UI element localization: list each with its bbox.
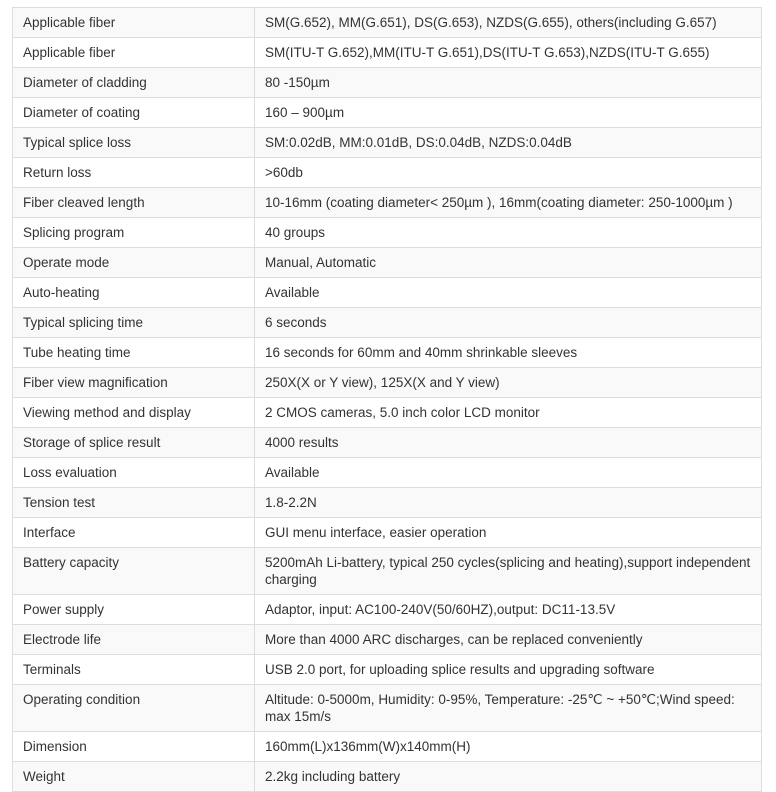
spec-label: Power supply xyxy=(13,595,255,625)
spec-label: Tension test xyxy=(13,488,255,518)
table-row xyxy=(13,488,762,518)
table-row xyxy=(13,68,762,98)
table-row xyxy=(13,732,762,762)
spec-value: 6 seconds xyxy=(255,308,762,338)
spec-label: Fiber view magnification xyxy=(13,368,255,398)
spec-label: Operating condition xyxy=(13,685,255,732)
spec-label: Splicing program xyxy=(13,218,255,248)
spec-label: Viewing method and display xyxy=(13,398,255,428)
spec-value: Available xyxy=(255,458,762,488)
table-row xyxy=(13,428,762,458)
table-row xyxy=(13,518,762,548)
spec-value: SM:0.02dB, MM:0.01dB, DS:0.04dB, NZDS:0.04dB xyxy=(255,128,762,158)
table-row xyxy=(13,158,762,188)
table-row xyxy=(13,338,762,368)
table-row xyxy=(13,188,762,218)
table-row xyxy=(13,98,762,128)
spec-label: Typical splice loss xyxy=(13,128,255,158)
spec-value: USB 2.0 port, for uploading splice results and upgrading software xyxy=(255,655,762,685)
table-row xyxy=(13,38,762,68)
spec-value: 4000 results xyxy=(255,428,762,458)
spec-label: Battery capacity xyxy=(13,548,255,595)
table-row xyxy=(13,128,762,158)
spec-value: 10-16mm (coating diameter< 250µm ), 16mm(coating diameter: 250-1000µm ) xyxy=(255,188,762,218)
spec-label: Applicable fiber xyxy=(13,38,255,68)
spec-label: Tube heating time xyxy=(13,338,255,368)
spec-label: Diameter of coating xyxy=(13,98,255,128)
spec-value: 40 groups xyxy=(255,218,762,248)
spec-label: Auto-heating xyxy=(13,278,255,308)
spec-label: Electrode life xyxy=(13,625,255,655)
spec-value: 1.8-2.2N xyxy=(255,488,762,518)
spec-value: 160mm(L)x136mm(W)x140mm(H) xyxy=(255,732,762,762)
table-row xyxy=(13,218,762,248)
spec-label: Terminals xyxy=(13,655,255,685)
spec-value: 250X(X or Y view), 125X(X and Y view) xyxy=(255,368,762,398)
spec-label: Loss evaluation xyxy=(13,458,255,488)
spec-value: 80 -150µm xyxy=(255,68,762,98)
table-row xyxy=(13,458,762,488)
table-row xyxy=(13,368,762,398)
spec-value: 160 – 900µm xyxy=(255,98,762,128)
table-row xyxy=(13,278,762,308)
table-row xyxy=(13,685,762,732)
spec-label: Typical splicing time xyxy=(13,308,255,338)
spec-value: >60db xyxy=(255,158,762,188)
spec-label: Fiber cleaved length xyxy=(13,188,255,218)
spec-value: SM(G.652), MM(G.651), DS(G.653), NZDS(G.655), others(including G.657) xyxy=(255,8,762,38)
spec-label: Dimension xyxy=(13,732,255,762)
spec-label: Operate mode xyxy=(13,248,255,278)
spec-value: 5200mAh Li-battery, typical 250 cycles(splicing and heating),support independent charging xyxy=(255,548,762,595)
spec-label: Diameter of cladding xyxy=(13,68,255,98)
spec-label: Applicable fiber xyxy=(13,8,255,38)
spec-value: 2 CMOS cameras, 5.0 inch color LCD monitor xyxy=(255,398,762,428)
table-row xyxy=(13,398,762,428)
spec-value: 2.2kg including battery xyxy=(255,762,762,792)
table-row xyxy=(13,248,762,278)
spec-value: More than 4000 ARC discharges, can be replaced conveniently xyxy=(255,625,762,655)
table-row xyxy=(13,595,762,625)
spec-label: Return loss xyxy=(13,158,255,188)
spec-value: Altitude: 0-5000m, Humidity: 0-95%, Temperature: -25℃ ~ +50℃;Wind speed: max 15m/s xyxy=(255,685,762,732)
spec-label: Weight xyxy=(13,762,255,792)
table-row xyxy=(13,655,762,685)
spec-label: Interface xyxy=(13,518,255,548)
spec-value: SM(ITU-T G.652),MM(ITU-T G.651),DS(ITU-T G.653),NZDS(ITU-T G.655) xyxy=(255,38,762,68)
spec-value: Available xyxy=(255,278,762,308)
spec-value: GUI menu interface, easier operation xyxy=(255,518,762,548)
table-row xyxy=(13,548,762,595)
spec-label: Storage of splice result xyxy=(13,428,255,458)
spec-table-container xyxy=(12,7,762,792)
spec-value: Adaptor, input: AC100-240V(50/60HZ),output: DC11-13.5V xyxy=(255,595,762,625)
spec-value: 16 seconds for 60mm and 40mm shrinkable sleeves xyxy=(255,338,762,368)
spec-table xyxy=(12,7,762,792)
table-row xyxy=(13,308,762,338)
table-row xyxy=(13,625,762,655)
spec-value: Manual, Automatic xyxy=(255,248,762,278)
table-row xyxy=(13,8,762,38)
